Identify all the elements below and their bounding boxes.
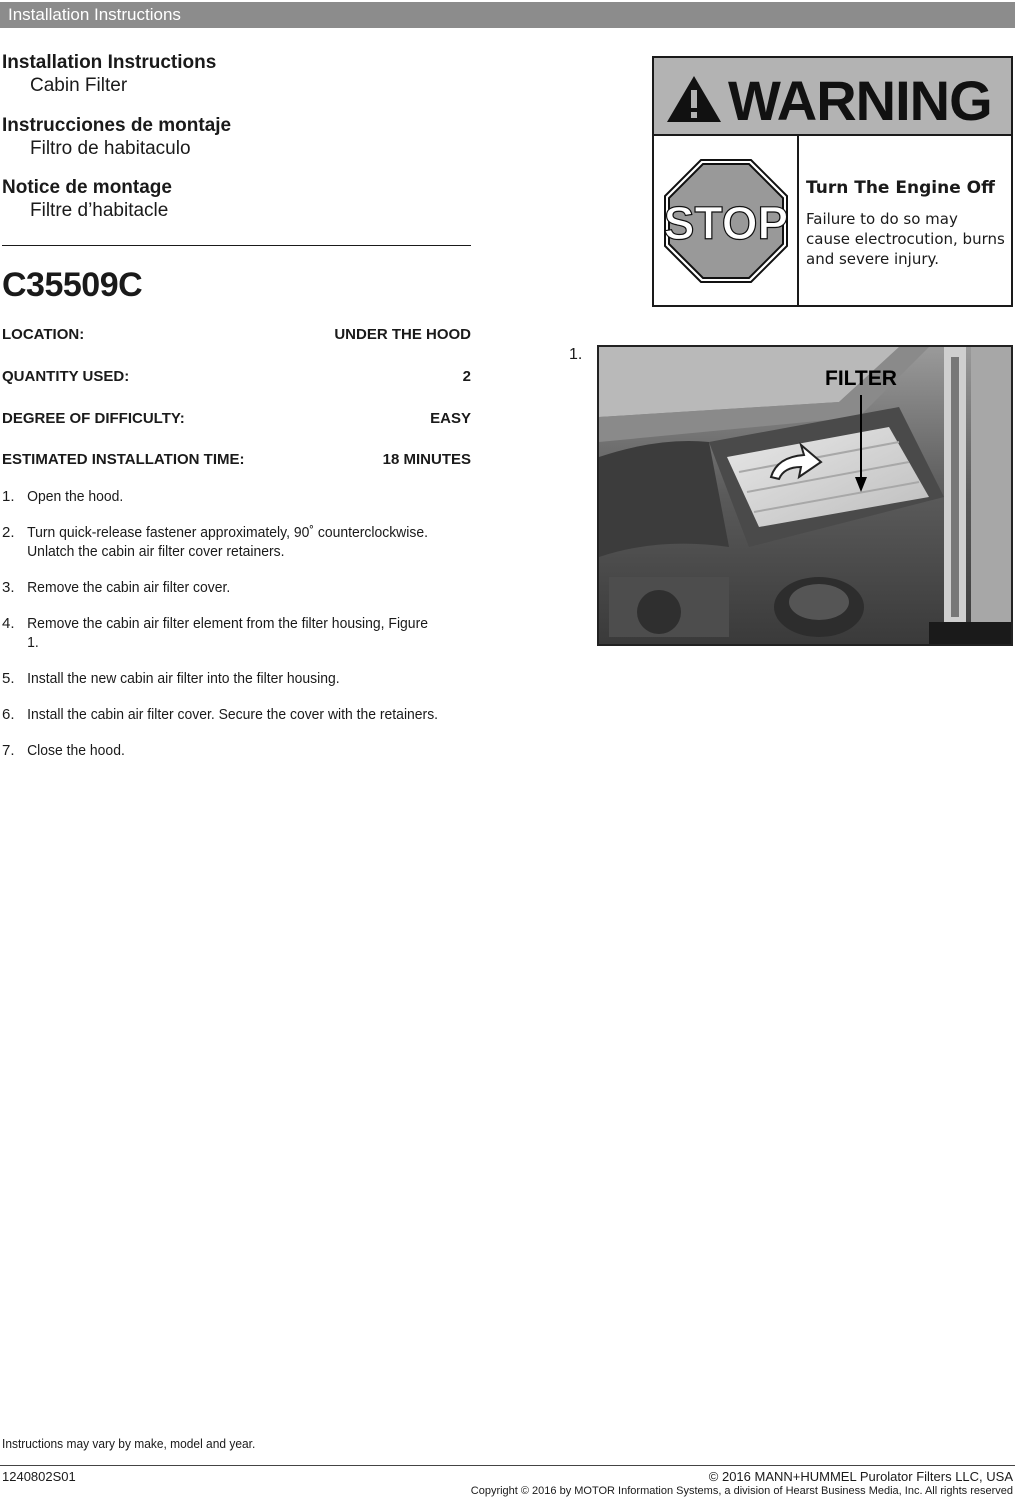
step-text: Remove the cabin air filter element from the filter housing, Figure 1. [27, 615, 428, 651]
spec-label: ESTIMATED INSTALLATION TIME: [2, 451, 245, 468]
heading-title: Instrucciones de montaje [2, 115, 232, 136]
warning-title: WARNING [728, 69, 992, 132]
warning-triangle-icon [666, 75, 722, 123]
warning-header [654, 58, 1011, 136]
warning-divider [797, 136, 799, 305]
spec-label: QUANTITY USED: [2, 368, 130, 385]
step-number: 7. [2, 742, 15, 759]
document-code: 1240802S01 [2, 1469, 76, 1484]
heading-subtitle: Filtro de habitaculo [30, 138, 191, 159]
engine-bay-photo [599, 347, 1011, 644]
figure-photo [597, 345, 1013, 646]
heading-spanish [2, 115, 231, 161]
figure-number: 1. [569, 346, 583, 363]
list-item [2, 669, 472, 688]
figure-label-filter: FILTER [825, 367, 897, 390]
list-item [2, 741, 472, 760]
heading-french [2, 177, 172, 223]
step-text: Remove the cabin air filter cover. [27, 579, 231, 596]
step-text: Open the hood. [27, 488, 124, 505]
step-number: 3. [2, 579, 15, 596]
spec-value: 18 MINUTES [382, 451, 471, 468]
instruction-steps [2, 487, 472, 777]
footnote: Instructions may vary by make, model and year. [2, 1436, 256, 1451]
step-number: 6. [2, 706, 15, 723]
copyright-sub: Copyright © 2016 by MOTOR Information Systems, a division of Hearst Business Media, Inc. All rights reserved [470, 1485, 1013, 1497]
step-text: Close the hood. [27, 742, 125, 759]
step-number: 4. [2, 615, 15, 632]
heading-title: Installation Instructions [2, 52, 217, 73]
step-number: 2. [2, 524, 15, 541]
list-item [2, 578, 472, 597]
warning-message: Failure to do so may cause electrocution, burns and severe injury. [806, 210, 1005, 268]
heading-subtitle: Cabin Filter [30, 75, 128, 96]
step-text: Turn quick-release fastener approximately, 90˚ counterclockwise. Unlatch the cabin air filter cover retainers. [27, 524, 428, 560]
spec-label: DEGREE OF DIFFICULTY: [2, 410, 185, 427]
footer-divider [0, 1465, 1015, 1466]
step-text: Install the cabin air filter cover. Secure the cover with the retainers. [27, 706, 439, 723]
stop-sign-icon [664, 159, 788, 283]
part-number: C35509C [2, 266, 143, 304]
step-number: 5. [2, 670, 15, 687]
step-text: Install the new cabin air filter into the filter housing. [27, 670, 340, 687]
list-item [2, 487, 472, 506]
spec-value: UNDER THE HOOD [334, 326, 471, 343]
spec-value: 2 [462, 368, 471, 385]
heading-subtitle: Filtre d’habitacle [30, 200, 169, 221]
warning-box [652, 56, 1013, 307]
header-bar [0, 2, 1015, 28]
warning-message-title: Turn The Engine Off [806, 178, 995, 198]
list-item [2, 705, 472, 724]
stop-text: STOP [664, 197, 788, 249]
spec-value: EASY [430, 410, 471, 427]
step-number: 1. [2, 488, 15, 505]
list-item [2, 614, 472, 652]
divider [2, 245, 471, 246]
list-item [2, 523, 472, 561]
header-bar-title: Installation Instructions [8, 5, 181, 24]
heading-title: Notice de montage [2, 177, 172, 198]
copyright-main: © 2016 MANN+HUMMEL Purolator Filters LLC, USA [708, 1469, 1013, 1484]
spec-label: LOCATION: [2, 326, 85, 343]
heading-english [2, 52, 216, 98]
